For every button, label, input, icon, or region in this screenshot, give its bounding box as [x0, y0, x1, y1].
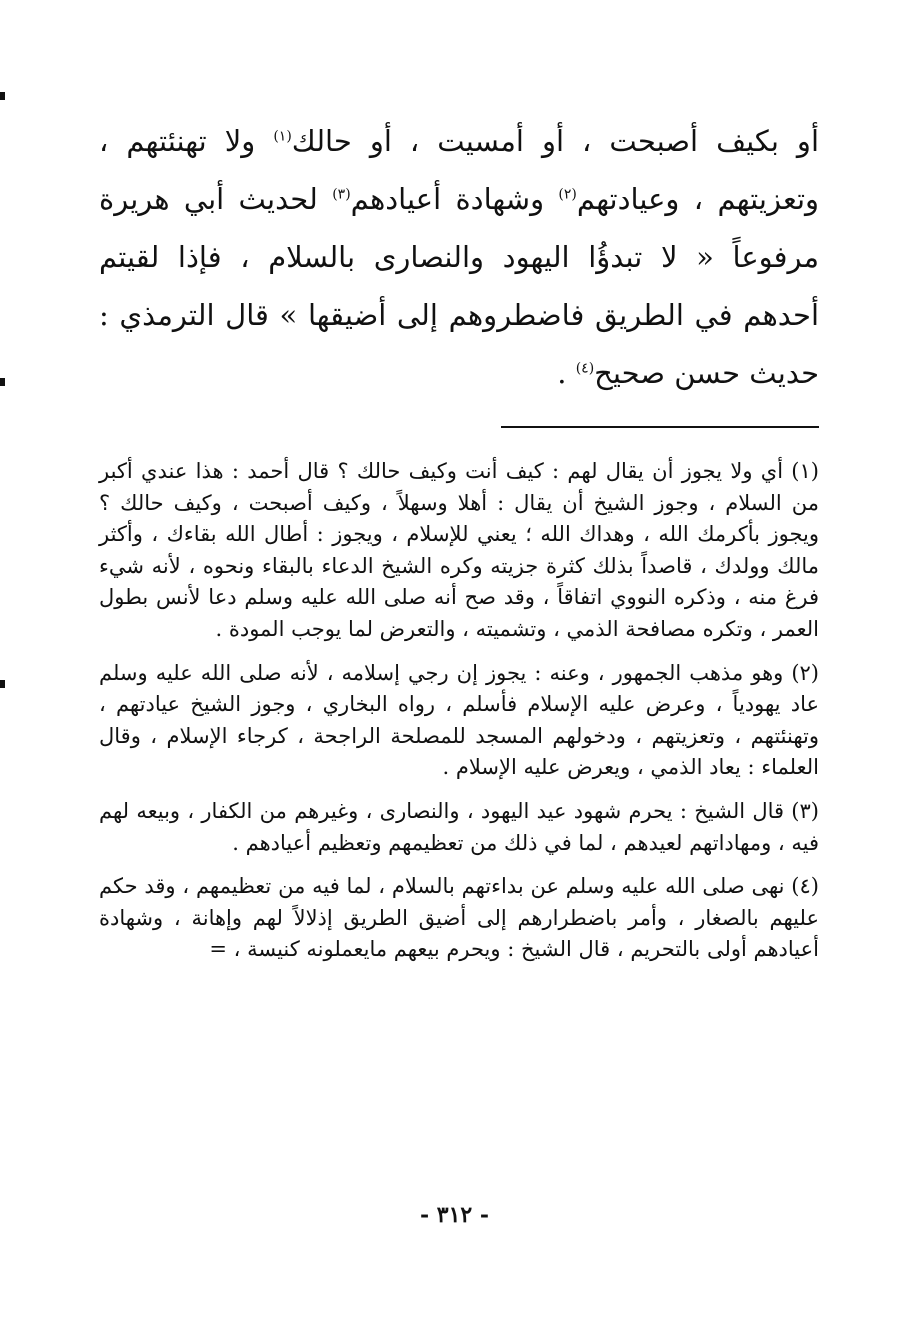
footnote-marker-2: (٢) [558, 186, 577, 203]
footnote-3: (٣) قال الشيخ : يحرم شهود عيد اليهود ، والنصارى ، وغيرهم من الكفار ، وبيعه لهم فيه ، ومهاداتهم لعيدهم ، لما في ذلك من تعظيمهم وتعظيم أعيادهم . [99, 798, 819, 855]
page-number: - ٣١٢ - [419, 1202, 490, 1228]
footnote-4: (٤) نهى صلى الله عليه وسلم عن بداءتهم بالسلام ، لما فيه من تعظيمهم ، وقد حكم عليهم بالصغار ، وأمر باضطرارهم إلى أضيق الطريق إذلالاً لهم وإهانة ، وشهادة أعيادهم أولى بالتحريم ، قال الشيخ : ويحرم بيعهم مايعملونه كنيسة ، = [99, 874, 819, 962]
main-text-segment: أو بكيف أصبحت ، أو أمسيت ، أو حالك [291, 124, 819, 158]
main-body-text [99, 112, 819, 402]
main-text-segment: ولا تهنئتهم ، وتعزيتهم ، وعيادتهم [99, 124, 820, 216]
footnotes-section [99, 456, 819, 978]
page-edge-mark [0, 378, 5, 386]
footnote-marker-1: (١) [273, 128, 292, 145]
main-text-segment: لحديث أبي هريرة مرفوعاً « لا تبدؤُا اليهود والنصارى بالسلام ، فإذا لقيتم أحدهم في الطريق فاضطروهم إلى أضيقها » قال الترمذي : حديث حسن صحيح [99, 182, 819, 390]
footnote-2: (٢) وهو مذهب الجمهور ، وعنه : يجوز إن رجي إسلامه ، لأنه صلى الله عليه وسلم عاد يهودياً ، وعرض عليه الإسلام فأسلم ، رواه البخاري ، وجوز الشيخ عيادتهم ، وتهنئتهم ، وتعزيتهم ، ودخولهم المسجد للمصلحة الراجحة ، كرجاء الإسلام ، وقال العلماء : يعاد الذمي ، ويعرض عليه الإسلام . [99, 660, 819, 780]
main-text-segment: وشهادة أعيادهم [350, 182, 545, 216]
page-edge-mark [0, 680, 5, 688]
page-edge-mark [0, 92, 5, 100]
main-text-segment: . [557, 356, 567, 390]
main-paragraph [99, 112, 819, 402]
footnote-separator [501, 426, 819, 428]
footnote-marker-3: (٣) [332, 186, 351, 203]
footnote-marker-4: (٤) [575, 360, 595, 377]
footnote-1: (١) أي ولا يجوز أن يقال لهم : كيف أنت وكيف حالك ؟ قال أحمد : هذا عندي أكبر من السلام ، وجوز الشيخ أن يقال : أهلا وسهلاً ، وكيف أصبحت ، وكيف حالك ؟ ويجوز بأكرمك الله ، وهداك الله ؛ يعني للإسلام ، ويجوز : أطال الله بقاءك ، وأكثر مالك وولدك ، قاصداً بذلك كثرة جزيته وكره الشيخ الدعاء بالبقاء ونحوه ، لأنه شيء فرغ منه ، وذكره النووي اتفاقاً ، وقد صح أنه صلى الله عليه وسلم دعا لأنس بطول العمر ، وتكره مصافحة الذمي ، وتشميته ، والتعرض لما يوجب المودة . [99, 459, 819, 641]
